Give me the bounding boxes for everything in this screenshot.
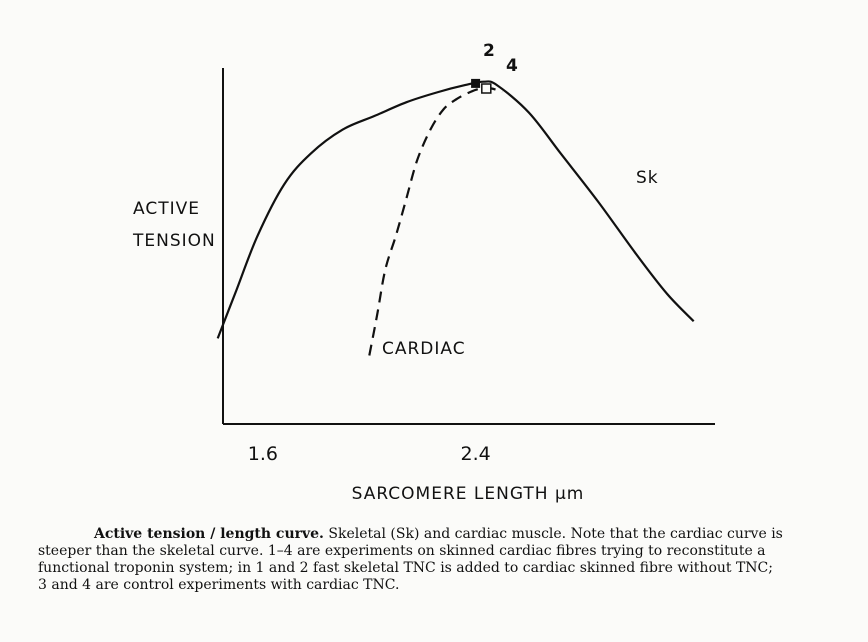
- marker-label-4: 4: [506, 56, 519, 76]
- x-tick-label-1-6: 1.6: [247, 443, 279, 465]
- caption-title: Active tension / length curve.: [94, 526, 324, 542]
- y-axis-label-line1: ACTIVE: [133, 199, 200, 219]
- caption-line-2: steeper than the skeletal curve. 1–4 are experiments on skinned cardiac fibres trying to reconstitute a: [38, 543, 766, 559]
- series-label-cardiac: CARDIAC: [382, 339, 466, 359]
- marker-label-2: 2: [483, 41, 496, 61]
- caption-line-1: [38, 526, 838, 543]
- y-axis-label-line2: TENSION: [133, 231, 216, 251]
- series-line-skeletal: [218, 81, 694, 338]
- x-axis-label: SARCOMERE LENGTH μm: [351, 484, 585, 504]
- data-marker-4: [482, 84, 491, 93]
- caption-text-1: Skeletal (Sk) and cardiac muscle. Note that the cardiac curve is: [323, 526, 783, 542]
- data-marker-2: [471, 79, 480, 88]
- caption-line-4: 3 and 4 are control experiments with cardiac TNC.: [38, 577, 400, 593]
- series-line-cardiac: [369, 88, 502, 355]
- series-label-sk: Sk: [636, 168, 659, 188]
- x-tick-label-2-4: 2.4: [460, 443, 491, 465]
- caption-line-3: functional troponin system; in 1 and 2 fast skeletal TNC is added to cardiac skinned fibre without TNC;: [38, 560, 773, 576]
- figure-caption: [38, 526, 838, 594]
